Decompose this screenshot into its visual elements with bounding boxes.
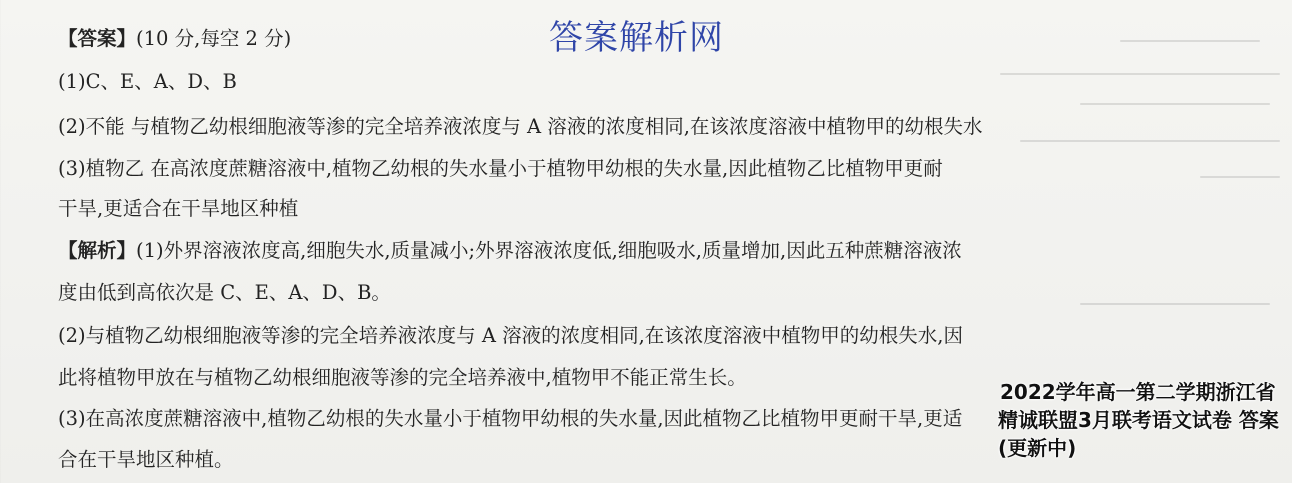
answer-line: (3)植物乙 在高浓度蔗糖溶液中,植物乙幼根的失水量小于植物甲幼根的失水量,因此植物乙比植物甲更耐 — [58, 157, 943, 180]
answer-header-line — [58, 25, 291, 53]
analysis-line: 合在干旱地区种植。 — [58, 448, 234, 471]
analysis-line: 度由低到高依次是 C、E、A、D、B。 — [58, 281, 391, 304]
bleed-through-line — [1200, 176, 1280, 178]
analysis-label: 【解析】 — [58, 239, 137, 262]
analysis-line: (2)与植物乙幼根细胞液等渗的完全培养液浓度与 A 溶液的浓度相同,在该浓度溶液中植物甲的幼根失水,因 — [58, 324, 963, 347]
analysis-header-line — [58, 237, 962, 265]
answer-line: (2)不能 与植物乙幼根细胞液等渗的完全培养液浓度与 A 溶液的浓度相同,在该浓度溶液中植物甲的幼根失水 — [58, 115, 983, 138]
watermark-line: 2022学年高一第二学期浙江省 — [1000, 380, 1276, 404]
watermark-overlay — [998, 378, 1292, 462]
answer-line: 干旱,更适合在干旱地区种植 — [58, 197, 299, 220]
analysis-line: (1)外界溶液浓度高,细胞失水,质量减小;外界溶液浓度低,细胞吸水,质量增加,因此五种蔗糖溶液浓 — [136, 239, 962, 262]
answer-score: (10 分,每空 2 分) — [136, 27, 292, 50]
bleed-through-line — [1020, 140, 1280, 142]
analysis-line: 此将植物甲放在与植物乙幼根细胞液等渗的完全培养液中,植物甲不能正常生长。 — [58, 366, 747, 389]
answer-label: 【答案】 — [58, 27, 137, 50]
bleed-through-line — [1120, 40, 1260, 42]
bleed-through-line — [1080, 303, 1270, 305]
watermark-line: 精诚联盟3月联考语文试卷 答案 — [998, 408, 1279, 432]
bleed-through-line — [1080, 103, 1270, 105]
bleed-through-line — [1000, 73, 1280, 75]
watermark-line: (更新中) — [998, 436, 1077, 460]
analysis-line: (3)在高浓度蔗糖溶液中,植物乙幼根的失水量小于植物甲幼根的失水量,因此植物乙比植物甲更耐干旱,更适 — [58, 407, 963, 430]
answer-line: (1)C、E、A、D、B — [58, 70, 237, 93]
header-brand: 答案解析网 — [549, 18, 724, 58]
